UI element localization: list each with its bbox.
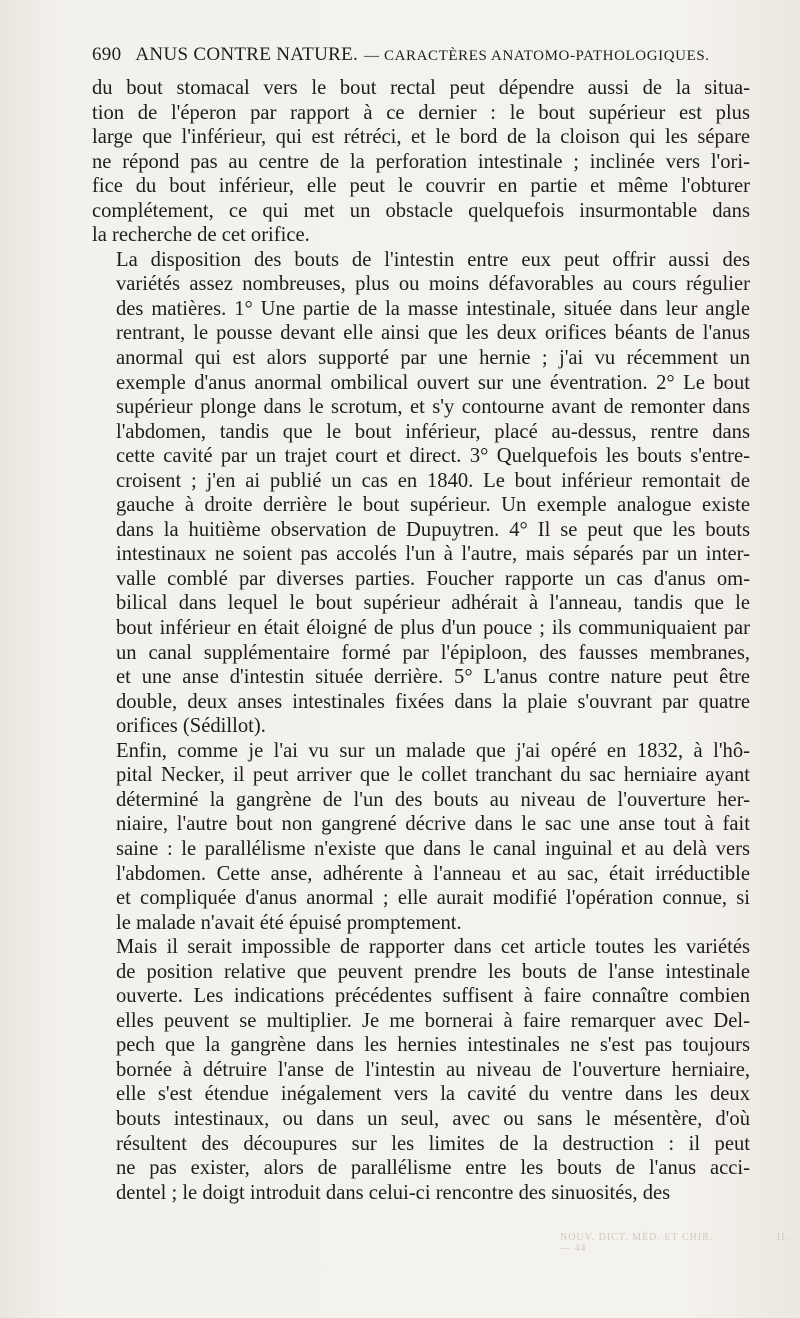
text-line: l'abdomen. Cette anse, adhérente à l'anneau et au sac, était irréductible (116, 862, 750, 885)
text-line: anormal qui est alors supporté par une hernie ; j'ai vu récemment un (116, 347, 750, 370)
text-line: la recherche de cet orifice. (92, 224, 310, 247)
body-text (92, 76, 750, 1205)
text-line: Mais il serait impossible de rapporter dans cet article toutes les variétés (116, 936, 750, 959)
text-line: Enfin, comme je l'ai vu sur un malade que j'ai opéré en 1832, à l'hô- (116, 739, 750, 762)
text-line: supérieur plonge dans le scrotum, et s'y contourne avant de remonter dans (116, 396, 750, 419)
text-line: orifices (Sédillot). (116, 715, 266, 738)
text-line: rentrant, le pousse devant elle ainsi que les deux orifices béants de l'anus (116, 322, 750, 345)
header-subtitle: — CARACTÈRES ANATOMO-PATHOLOGIQUES. (364, 48, 710, 64)
text-line: et compliquée d'anus anormal ; elle aurait modifié l'opération connue, si (116, 887, 750, 910)
paragraph (92, 76, 750, 248)
text-line: ne répond pas au centre de la perforation intestinale ; inclinée vers l'ori- (92, 150, 750, 173)
text-line: le malade n'avait été épuisé promptement. (116, 911, 462, 934)
text-line: bouts intestinaux, ou dans un seul, avec ou sans le mésentère, d'où (116, 1107, 750, 1130)
text-line: niaire, l'autre bout non gangrené décrive dans le sac une anse tout à fait (116, 813, 750, 836)
text-line: de position relative que peuvent prendre les bouts de l'anse intestinale (116, 960, 750, 983)
text-line: dentel ; le doigt introduit dans celui-ci rencontre des sinuosités, des (116, 1181, 671, 1204)
text-line: tion de l'éperon par rapport à ce dernier : le bout supérieur est plus (92, 101, 750, 124)
text-line: elle s'est étendue inégalement vers la cavité du ventre dans les deux (116, 1083, 750, 1106)
text-line: variétés assez nombreuses, plus ou moins défavorables au cours régulier (116, 273, 750, 296)
text-line: ouverte. Les indications précédentes suffisent à faire connaître combien (116, 985, 750, 1008)
text-line: ne pas exister, alors de parallélisme entre les bouts de l'anus acci- (116, 1157, 750, 1180)
text-line: déterminé la gangrène de l'un des bouts au niveau de l'ouverture her- (116, 788, 750, 811)
text-line: l'abdomen, tandis que le bout inférieur, placé au-dessus, rentre dans (116, 420, 750, 443)
paragraph (92, 248, 750, 739)
page-number: 690 (92, 44, 122, 65)
text-line: large que l'inférieur, qui est rétréci, et le bord de la cloison qui les sépare (92, 126, 750, 149)
text-line: fice du bout inférieur, elle peut le couvrir en partie et même l'obturer (92, 175, 750, 198)
header-title: ANUS CONTRE NATURE. (135, 44, 359, 65)
sheet-mark: II. — 44 (560, 1232, 790, 1254)
text-line: La disposition des bouts de l'intestin entre eux peut offrir aussi des (116, 248, 750, 271)
signature-text: NOUV. DICT. MÉD. ET CHIR. (560, 1232, 714, 1243)
printer-signature (560, 1232, 800, 1254)
text-line: croisent ; j'en ai publié un cas en 1840. Le bout inférieur remontait de (116, 469, 750, 492)
running-header (92, 44, 752, 66)
text-line: un canal supplémentaire formé par l'épiploon, des fausses membranes, (116, 641, 750, 664)
text-line: cette cavité par un trajet court et direct. 3° Quelquefois les bouts s'entre- (116, 445, 750, 468)
text-line: double, deux anses intestinales fixées dans la plaie s'ouvrant par quatre (116, 690, 750, 713)
text-line: intestinaux ne soient pas accolés l'un à l'autre, mais séparés par un inter- (116, 543, 750, 566)
paragraph (92, 935, 750, 1205)
text-line: exemple d'anus anormal ombilical ouvert sur une éventration. 2° Le bout (116, 371, 750, 394)
text-line: pital Necker, il peut arriver que le collet tranchant du sac herniaire ayant (116, 764, 750, 787)
text-line: des matières. 1° Une partie de la masse intestinale, située dans leur angle (116, 297, 750, 320)
text-line: bornée à détruire l'anse de l'intestin au niveau de l'ouverture herniaire, (116, 1058, 750, 1081)
paragraph (92, 739, 750, 935)
text-line: saine : le parallélisme n'existe que dans le canal inguinal et au delà vers (116, 837, 750, 860)
text-line: gauche à droite derrière le bout supérieur. Un exemple analogue existe (116, 494, 750, 517)
text-line: bilical dans lequel le bout supérieur adhérait à l'anneau, tandis que le (116, 592, 750, 615)
text-line: du bout stomacal vers le bout rectal peut dépendre aussi de la situa- (92, 77, 750, 99)
text-line: valle comblé par diverses parties. Foucher rapporte un cas d'anus om- (116, 567, 750, 590)
text-line: résultent des découpures sur les limites de la destruction : il peut (116, 1132, 750, 1155)
text-line: elles peuvent se multiplier. Je me bornerai à faire remarquer avec Del- (116, 1009, 750, 1032)
text-line: et une anse d'intestin située derrière. 5° L'anus contre nature peut être (116, 666, 750, 689)
text-line: pech que la gangrène dans les hernies intestinales ne s'est pas toujours (116, 1034, 750, 1057)
text-line: complétement, ce qui met un obstacle quelquefois insurmontable dans (92, 199, 750, 222)
text-line: bout inférieur en était éloigné de plus d'un pouce ; ils communiquaient par (116, 617, 750, 640)
text-line: dans la huitième observation de Dupuytren. 4° Il se peut que les bouts (116, 518, 750, 541)
